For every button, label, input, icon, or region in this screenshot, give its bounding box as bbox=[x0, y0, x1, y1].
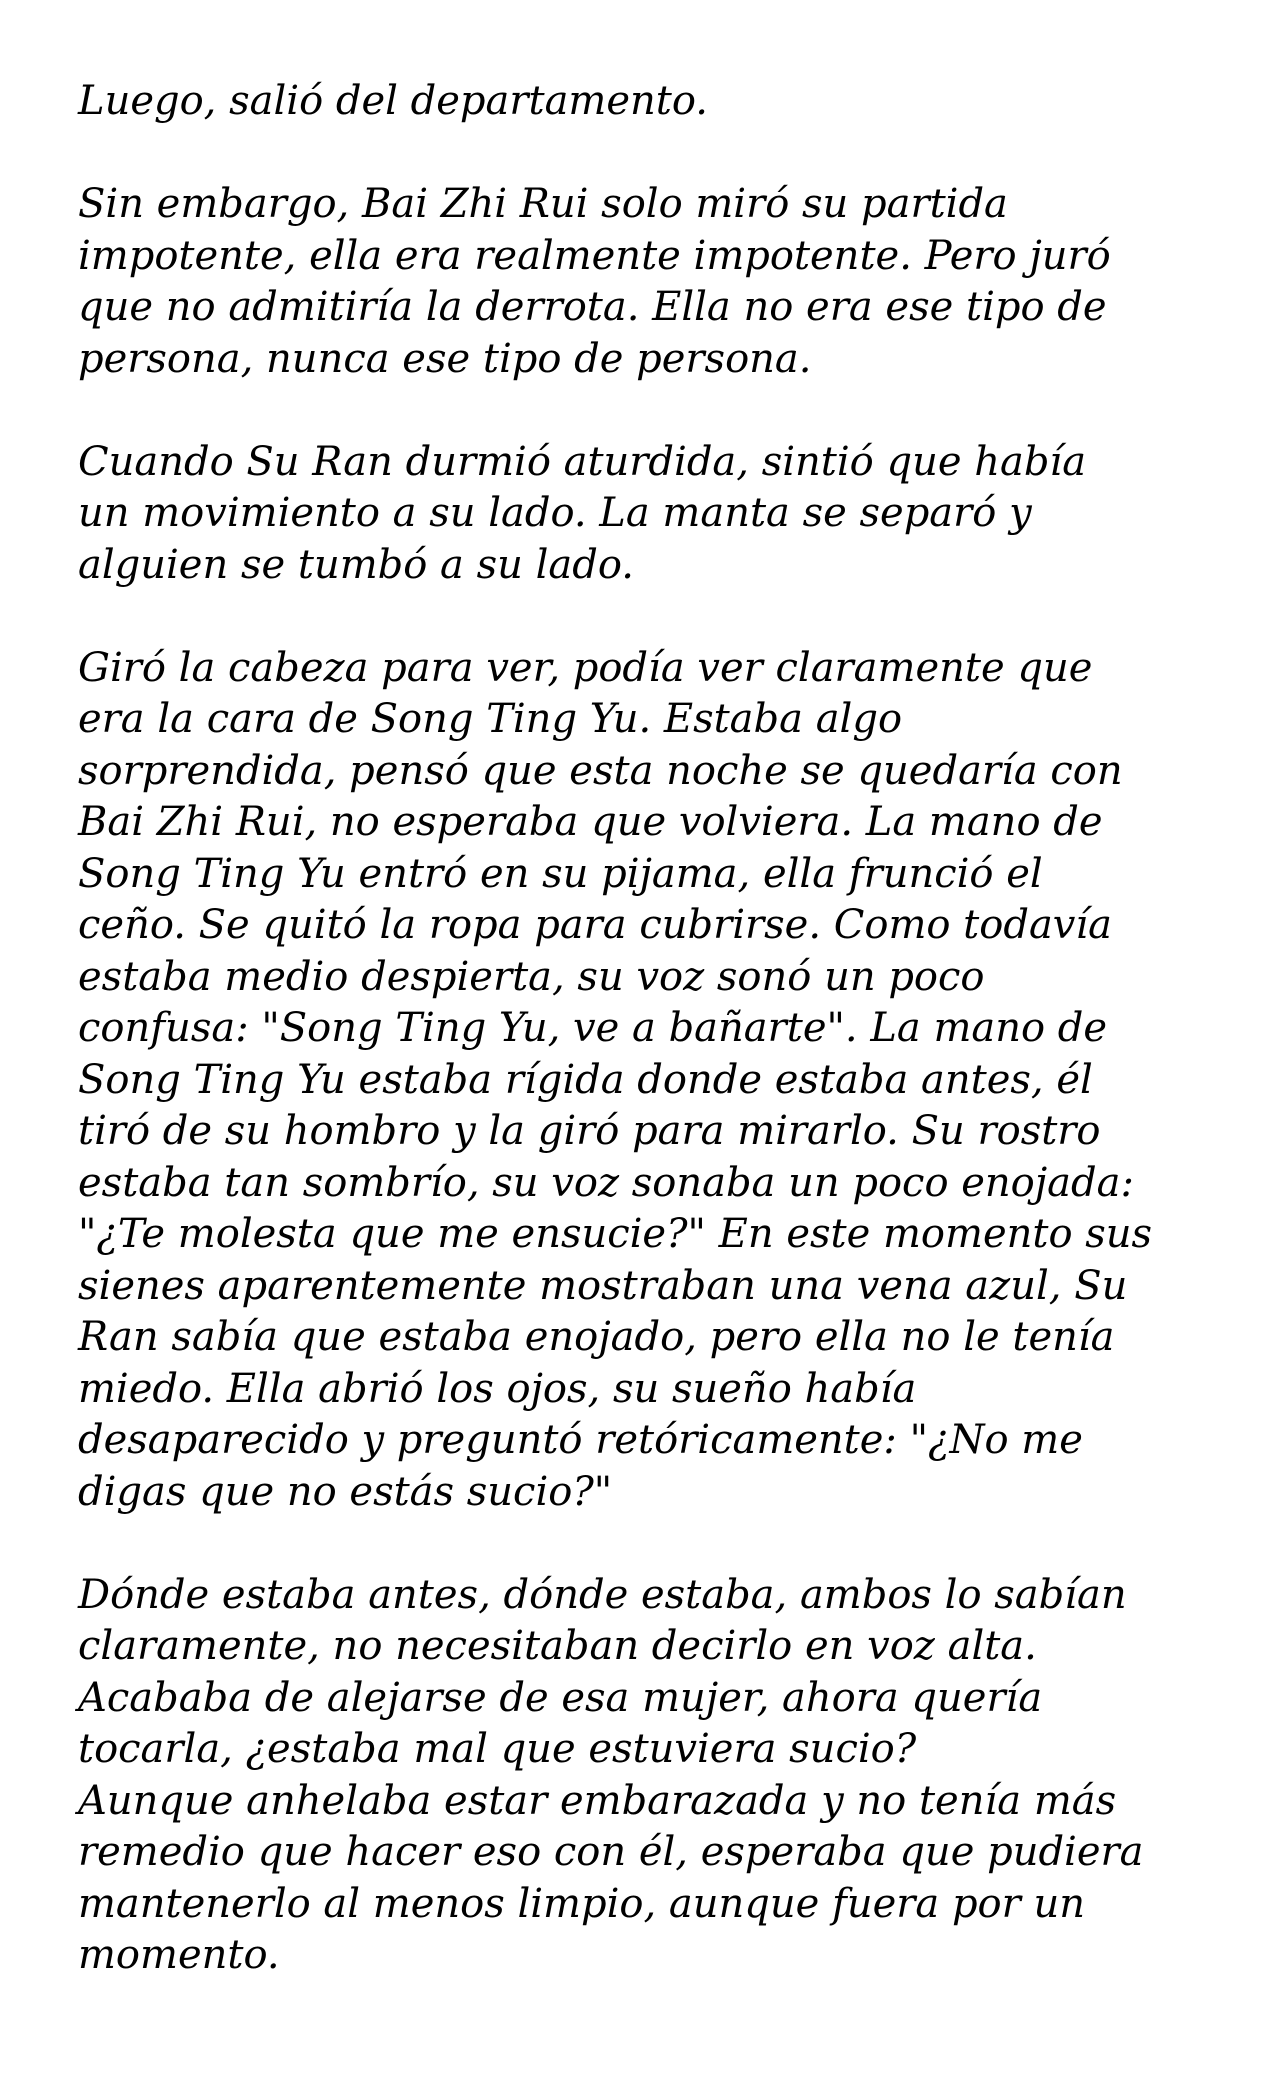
text-line: tocarla, ¿estaba mal que estuviera sucio? bbox=[78, 1726, 917, 1772]
text-line: miedo. Ella abrió los ojos, su sueño había bbox=[78, 1365, 917, 1412]
text-line: digas que no estás sucio?" bbox=[78, 1468, 613, 1515]
text-line: estaba tan sombrío, su voz sonaba un poco enojada: bbox=[78, 1159, 1134, 1206]
text-line: un movimiento a su lado. La manta se separó y bbox=[78, 490, 1032, 536]
document-page bbox=[78, 76, 1248, 2033]
text-line: tiró de su hombro y la giró para mirarlo. Su rostro bbox=[78, 1108, 1101, 1154]
paragraph-3 bbox=[78, 437, 1248, 592]
text-line: momento. bbox=[78, 1932, 280, 1978]
text-line: Aunque anhelaba estar embarazada y no tenía más bbox=[78, 1777, 1117, 1824]
text-line: sorprendida, pensó que esta noche se quedaría con bbox=[78, 747, 1123, 794]
text-line: Song Ting Yu entró en su pijama, ella frunció el bbox=[78, 850, 1043, 897]
text-line: Giró la cabeza para ver, podía ver claramente que bbox=[78, 644, 1093, 691]
text-line: mantenerlo al menos limpio, aunque fuera por un bbox=[78, 1880, 1085, 1927]
text-line: ceño. Se quitó la ropa para cubrirse. Como todavía bbox=[78, 902, 1113, 948]
text-line: claramente, no necesitaban decirlo en voz alta. bbox=[78, 1623, 1037, 1669]
text-line: Sin embargo, Bai Zhi Rui solo miró su partida bbox=[78, 181, 1008, 227]
text-line: Acababa de alejarse de esa mujer, ahora quería bbox=[78, 1674, 1043, 1721]
text-line: desaparecido y preguntó retóricamente: "¿No me bbox=[78, 1417, 1083, 1463]
text-line: impotente, ella era realmente impotente. Pero juró bbox=[78, 232, 1111, 279]
text-line: alguien se tumbó a su lado. bbox=[78, 541, 634, 588]
paragraph-2 bbox=[78, 179, 1248, 385]
text-line: confusa: "Song Ting Yu, ve a bañarte". La mano de bbox=[78, 1005, 1108, 1051]
text-line: Cuando Su Ran durmió aturdida, sintió que había bbox=[78, 438, 1087, 485]
text-line: Ran sabía que estaba enojado, pero ella no le tenía bbox=[78, 1314, 1115, 1360]
text-line: Luego, salió del departamento. bbox=[78, 78, 708, 124]
text-line: que no admitiría la derrota. Ella no era ese tipo de bbox=[78, 284, 1107, 330]
paragraph-5 bbox=[78, 1570, 1248, 1982]
text-line: sienes aparentemente mostraban una vena azul, Su bbox=[78, 1262, 1128, 1309]
text-line: era la cara de Song Ting Yu. Estaba algo bbox=[78, 696, 903, 742]
text-line: Song Ting Yu estaba rígida donde estaba antes, él bbox=[78, 1056, 1093, 1103]
paragraph-1 bbox=[78, 76, 1248, 128]
text-line: Bai Zhi Rui, no esperaba que volviera. La mano de bbox=[78, 799, 1103, 845]
text-line: persona, nunca ese tipo de persona. bbox=[78, 335, 812, 382]
text-line: remedio que hacer eso con él, esperaba que pudiera bbox=[78, 1829, 1144, 1875]
text-line: "¿Te molesta que me ensucie?" En este momento sus bbox=[78, 1211, 1153, 1257]
text-line: Dónde estaba antes, dónde estaba, ambos lo sabían bbox=[78, 1571, 1127, 1618]
text-line: estaba medio despierta, su voz sonó un poco bbox=[78, 953, 985, 1000]
paragraph-4 bbox=[78, 643, 1248, 1519]
